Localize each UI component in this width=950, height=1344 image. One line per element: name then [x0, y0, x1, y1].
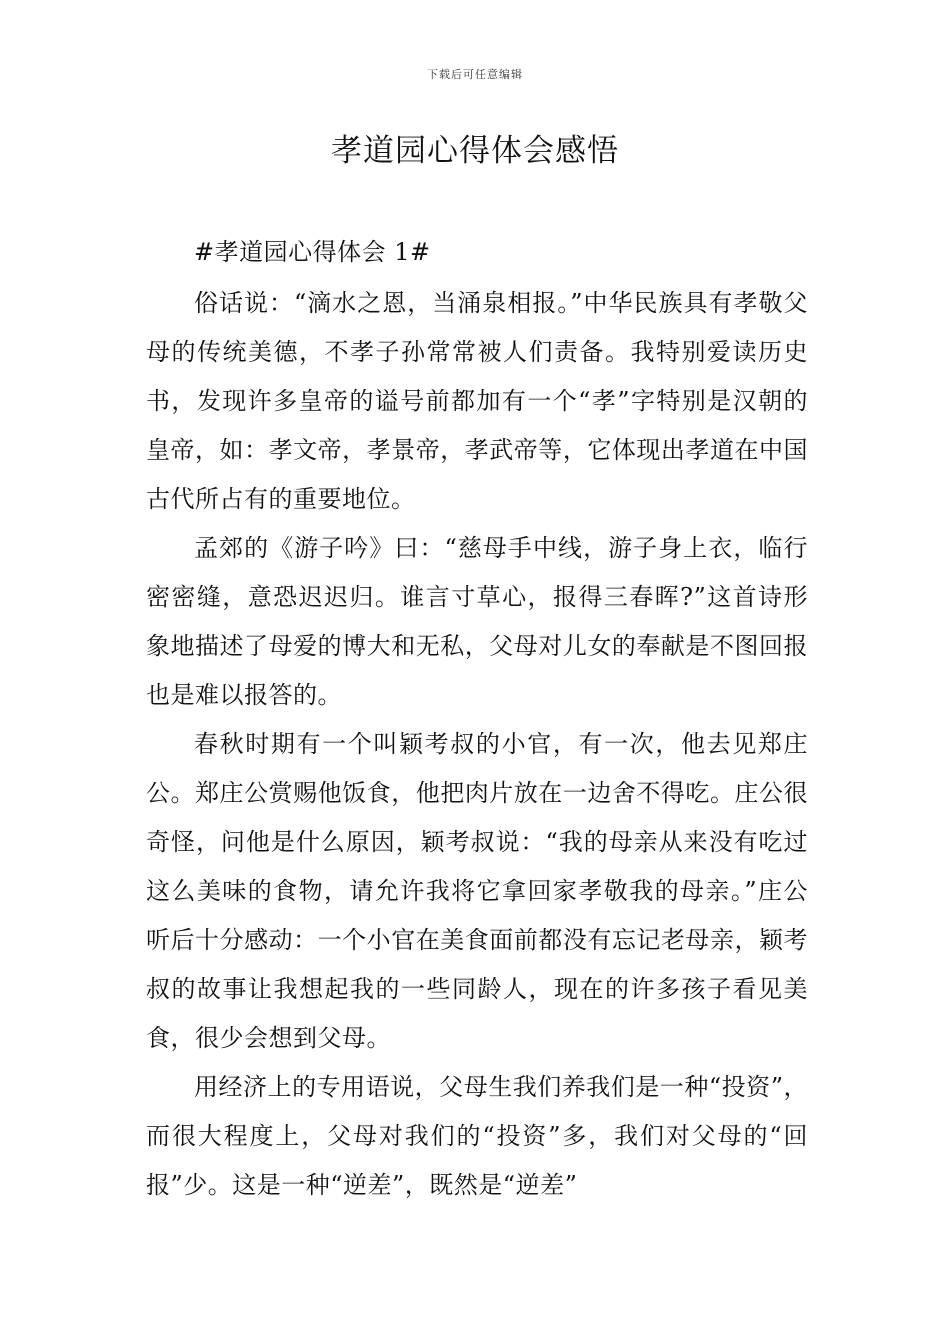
paragraph-1: 俗话说：“滴水之恩，当涌泉相报。”中华民族具有孝敬父母的传统美德，不孝子孙常常被人们责备。我特别爱读历史书，发现许多皇帝的谥号前都加有一个“孝”字特别是汉朝的皇帝，如：孝文帝，孝景帝，孝武帝等，它体现出孝道在中国古代所占有的重要地位。	[146, 289, 808, 513]
document-title: 孝道园心得体会感悟	[331, 133, 619, 169]
paragraph-4: 用经济上的专用语说，父母生我们养我们是一种“投资”，而很大程度上，父母对我们的“投资”多，我们对父母的“回报”少。这是一种“逆差”，既然是“逆差”	[146, 1073, 808, 1199]
document-body	[146, 228, 808, 1210]
paragraph-3: 春秋时期有一个叫颖考叔的小官，有一次，他去见郑庄公。郑庄公赏赐他饭食，他把肉片放在一边舍不得吃。庄公很奇怪，问他是什么原因，颖考叔说：“我的母亲从来没有吃过这么美味的食物，请允许我将它拿回家孝敬我的母亲。”庄公听后十分感动：一个小官在美食面前都没有忘记老母亲，颖考叔的故事让我想起我的一些同龄人，现在的许多孩子看见美食，很少会想到父母。	[146, 730, 808, 1052]
section-heading: #孝道园心得体会 1#	[194, 238, 431, 266]
paragraph-2: 孟郊的《游子吟》曰：“慈母手中线，游子身上衣，临行密密缝，意恐迟迟归。谁言寸草心，报得三春晖?”这首诗形象地描述了母爱的博大和无私，父母对儿女的奉献是不图回报也是难以报答的。	[146, 534, 808, 709]
header-note: 下载后可任意编辑	[427, 68, 523, 81]
